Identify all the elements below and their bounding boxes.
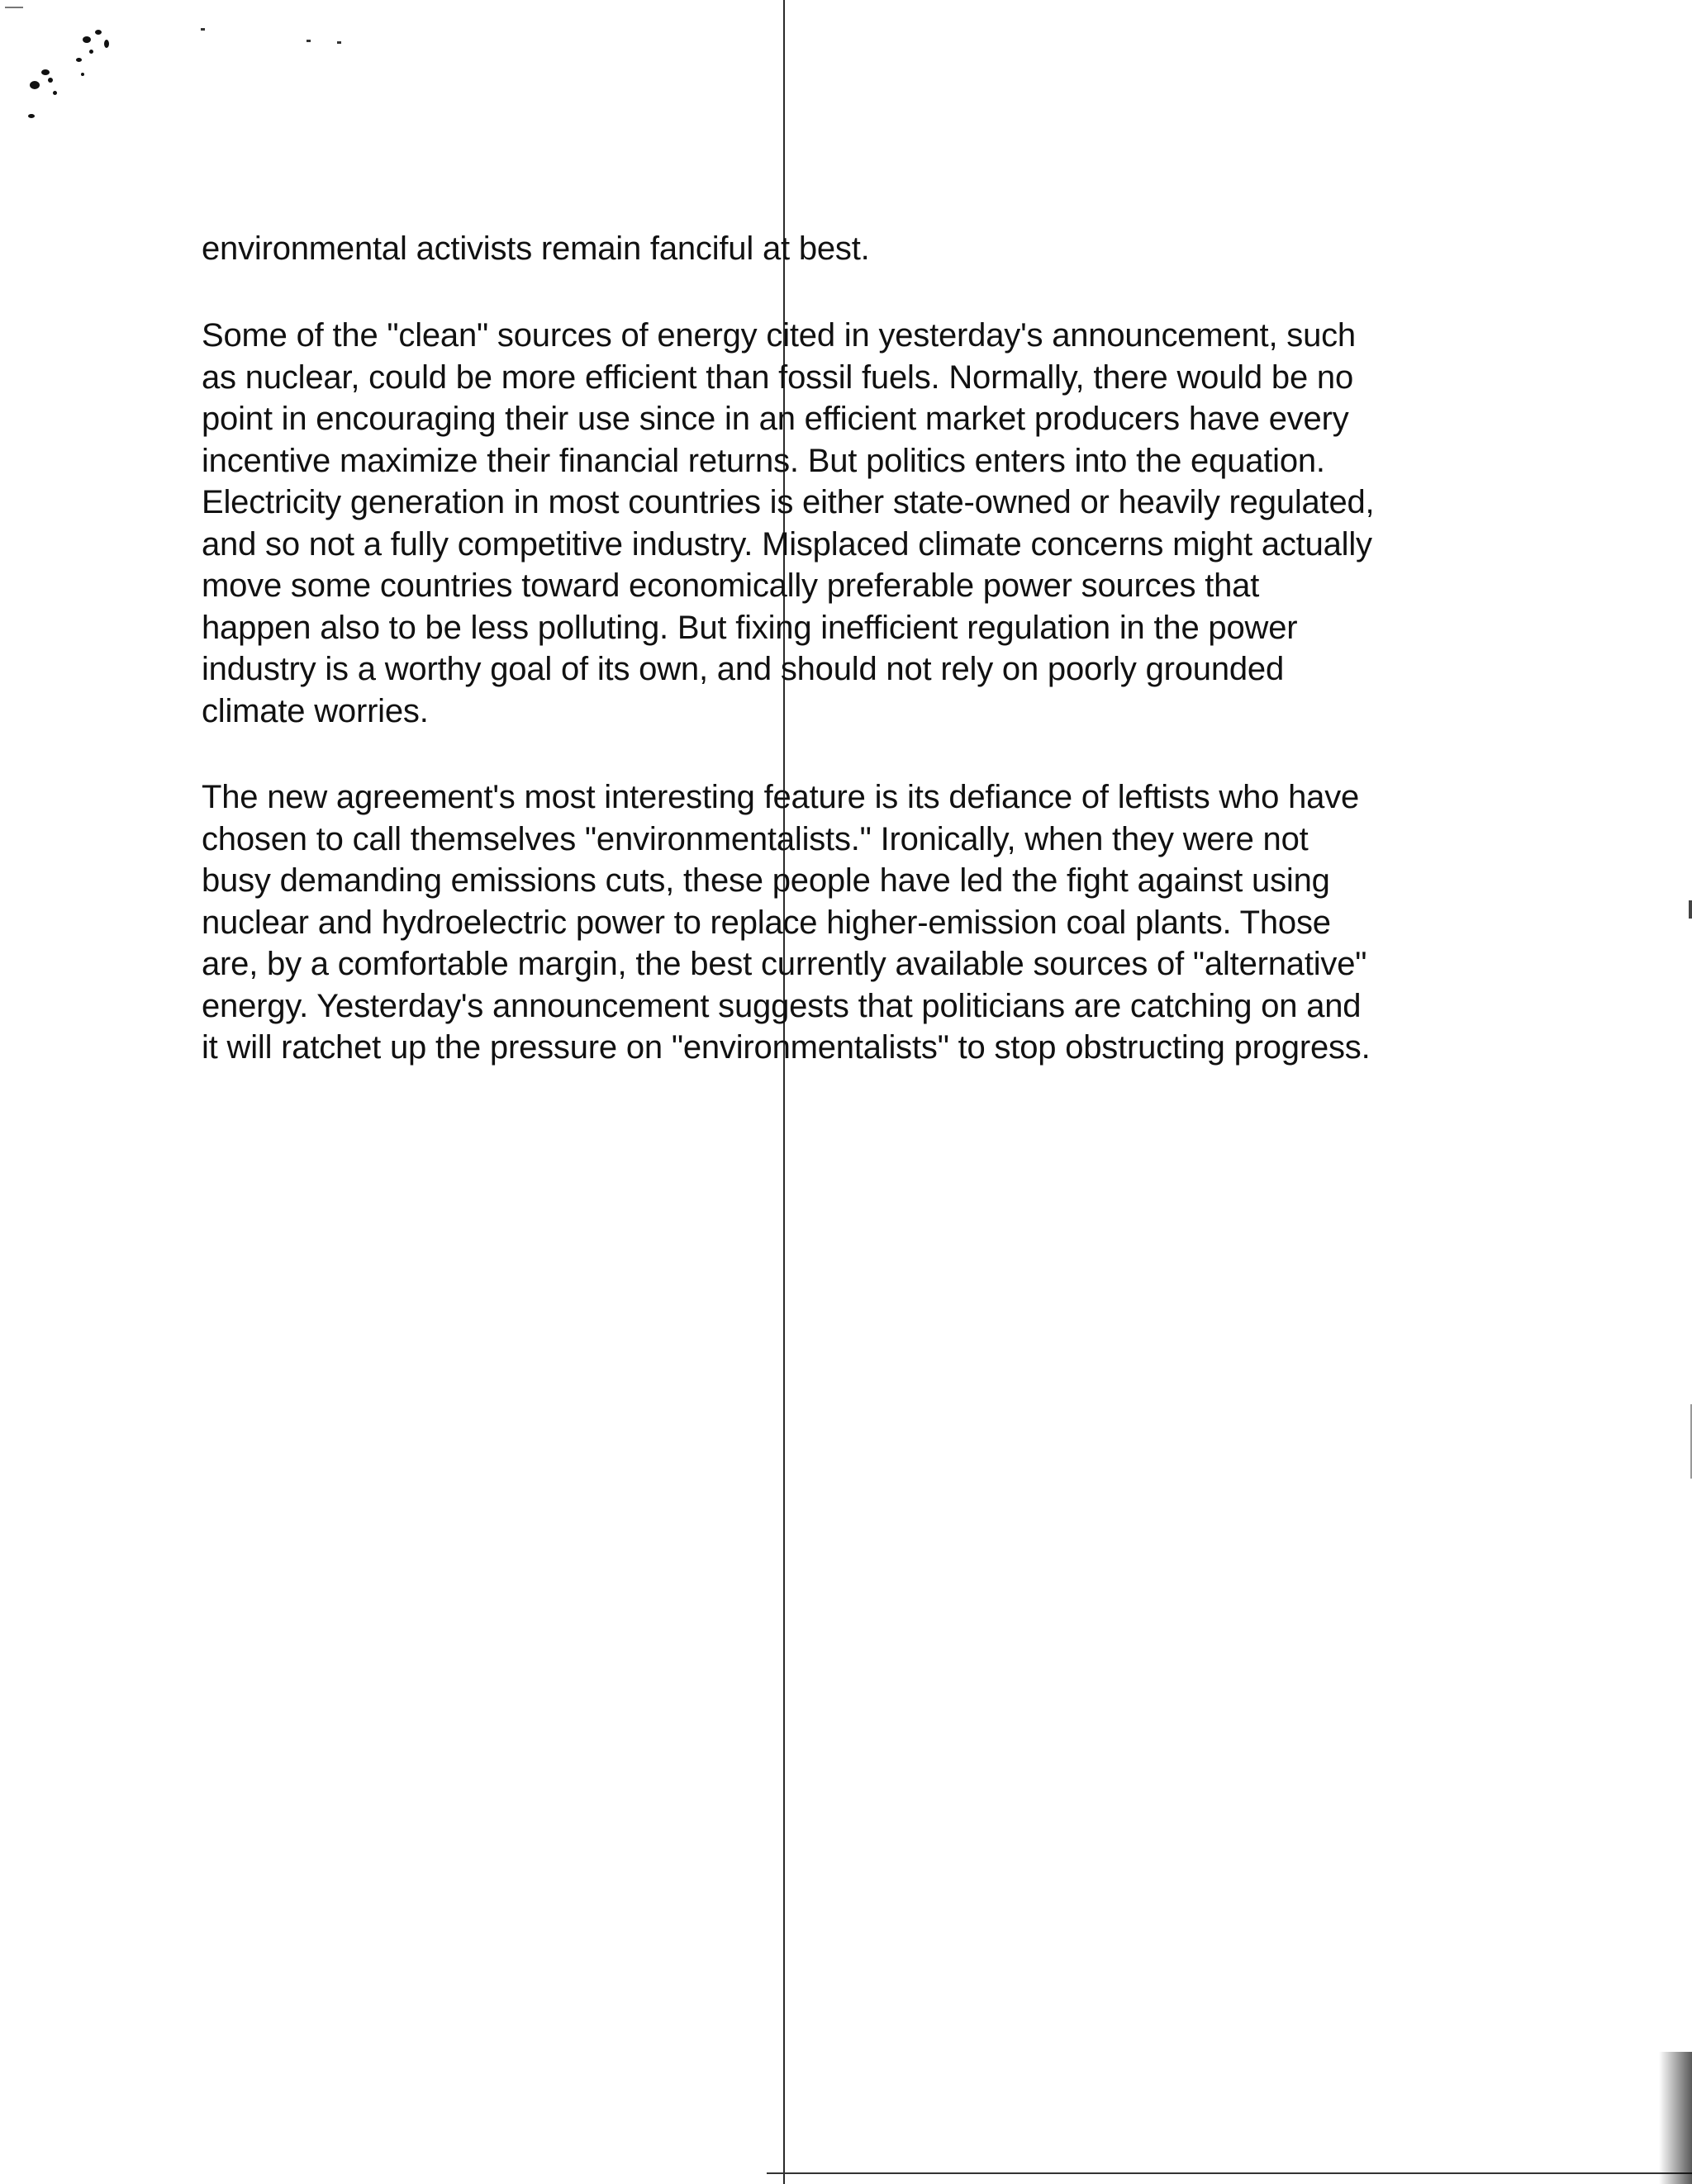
text-line: busy demanding emissions cuts, these people have led the fight against using bbox=[202, 862, 1330, 899]
text-line: move some countries toward economically preferable power sources that bbox=[202, 567, 1260, 604]
text-line: environmental activists remain fanciful at best. bbox=[202, 230, 870, 267]
scan-edge-mark bbox=[1689, 900, 1692, 919]
scan-speck bbox=[81, 73, 84, 76]
scan-dash bbox=[201, 28, 205, 31]
text-line: The new agreement's most interesting feature is its defiance of leftists who have bbox=[202, 779, 1360, 815]
text-line: are, by a comfortable margin, the best currently available sources of "alternative" bbox=[202, 946, 1367, 982]
text-line: industry is a worthy goal of its own, and should not rely on poorly grounded bbox=[202, 651, 1285, 687]
scan-speck bbox=[28, 114, 35, 118]
text-line: as nuclear, could be more efficient than fossil fuels. Normally, there would be no bbox=[202, 358, 1353, 396]
scan-dash bbox=[307, 40, 311, 42]
text-line: chosen to call themselves "environmentalists." Ironically, when they were not bbox=[202, 820, 1309, 857]
text-line: happen also to be less polluting. But fixing inefficient regulation in the power bbox=[202, 609, 1298, 646]
text-line: it will ratchet up the pressure on "environmentalists" to stop obstructing progress. bbox=[202, 1029, 1371, 1066]
paragraph-1 bbox=[202, 228, 1441, 270]
paragraph-2 bbox=[202, 315, 1441, 732]
scan-speck bbox=[30, 81, 40, 89]
scan-speck bbox=[89, 50, 93, 54]
text-line: incentive maximize their financial returns. But politics enters into the equation. bbox=[202, 442, 1325, 479]
text-line: climate worries. bbox=[202, 692, 429, 729]
scan-speck bbox=[95, 30, 102, 35]
text-line: and so not a fully competitive industry. Misplaced climate concerns might actually bbox=[202, 525, 1372, 563]
paragraph-3 bbox=[202, 776, 1441, 1069]
text-line: point in encouraging their use since in an efficient market producers have every bbox=[202, 401, 1349, 437]
text-line: energy. Yesterday's announcement suggests that politicians are catching on and bbox=[202, 987, 1362, 1024]
scan-speck bbox=[53, 91, 57, 95]
text-line: Electricity generation in most countries is either state-owned or heavily regulated, bbox=[202, 484, 1375, 520]
scan-dash bbox=[337, 41, 341, 44]
scan-speck bbox=[83, 36, 91, 43]
scan-speck bbox=[41, 69, 50, 75]
text-line: nuclear and hydroelectric power to replace higher-emission coal plants. Those bbox=[202, 904, 1331, 941]
page-curl-shadow bbox=[1659, 2052, 1692, 2184]
scan-corner-mark bbox=[5, 7, 23, 8]
page-curl-edge bbox=[767, 2172, 1692, 2184]
scan-speck bbox=[104, 40, 109, 48]
scan-speck bbox=[76, 58, 82, 62]
scan-speck bbox=[48, 78, 53, 83]
text-line: Some of the "clean" sources of energy cited in yesterday's announcement, such bbox=[202, 317, 1356, 354]
